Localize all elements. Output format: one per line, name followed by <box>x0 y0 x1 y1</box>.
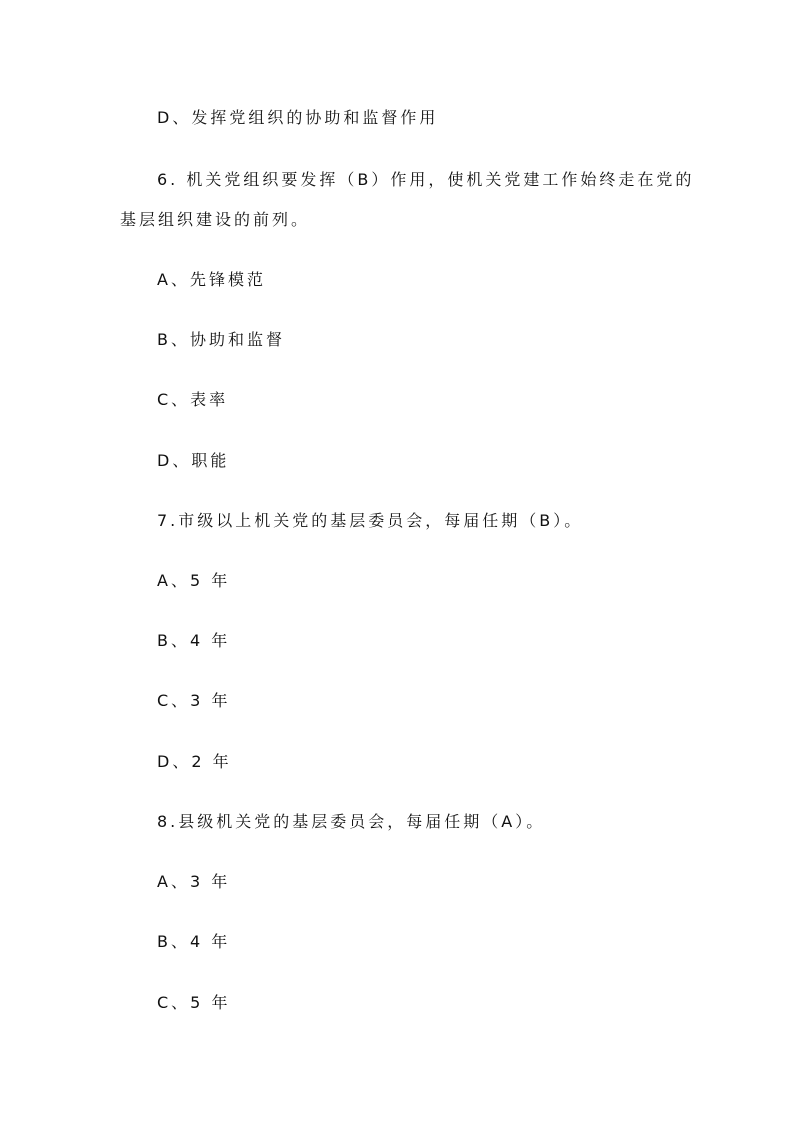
q6-question-line2: 基层组织建设的前列。 <box>120 210 311 229</box>
q7-question: 7.市级以上机关党的基层委员会，每届任期（B）。 <box>157 511 584 530</box>
q8-option-b: B、4 年 <box>157 932 231 951</box>
q7-option-c: C、3 年 <box>157 691 231 710</box>
q6-option-a: A、先锋模范 <box>157 270 266 289</box>
q7-option-d: D、2 年 <box>157 752 232 771</box>
q7-option-b: B、4 年 <box>157 631 231 650</box>
q7-option-a: A、5 年 <box>157 571 231 590</box>
q8-question: 8.县级机关党的基层委员会，每届任期（A）。 <box>157 812 546 831</box>
q6-option-d: D、职能 <box>157 451 230 470</box>
q6-question-line1: 6. 机关党组织要发挥（B）作用，使机关党建工作始终走在党的 <box>157 170 695 189</box>
q5-option-d: D、发挥党组织的协助和监督作用 <box>157 108 439 127</box>
q6-option-c: C、表率 <box>157 390 229 409</box>
q6-option-b: B、协助和监督 <box>157 330 285 349</box>
q8-option-c: C、5 年 <box>157 993 231 1012</box>
q8-option-a: A、3 年 <box>157 872 231 891</box>
